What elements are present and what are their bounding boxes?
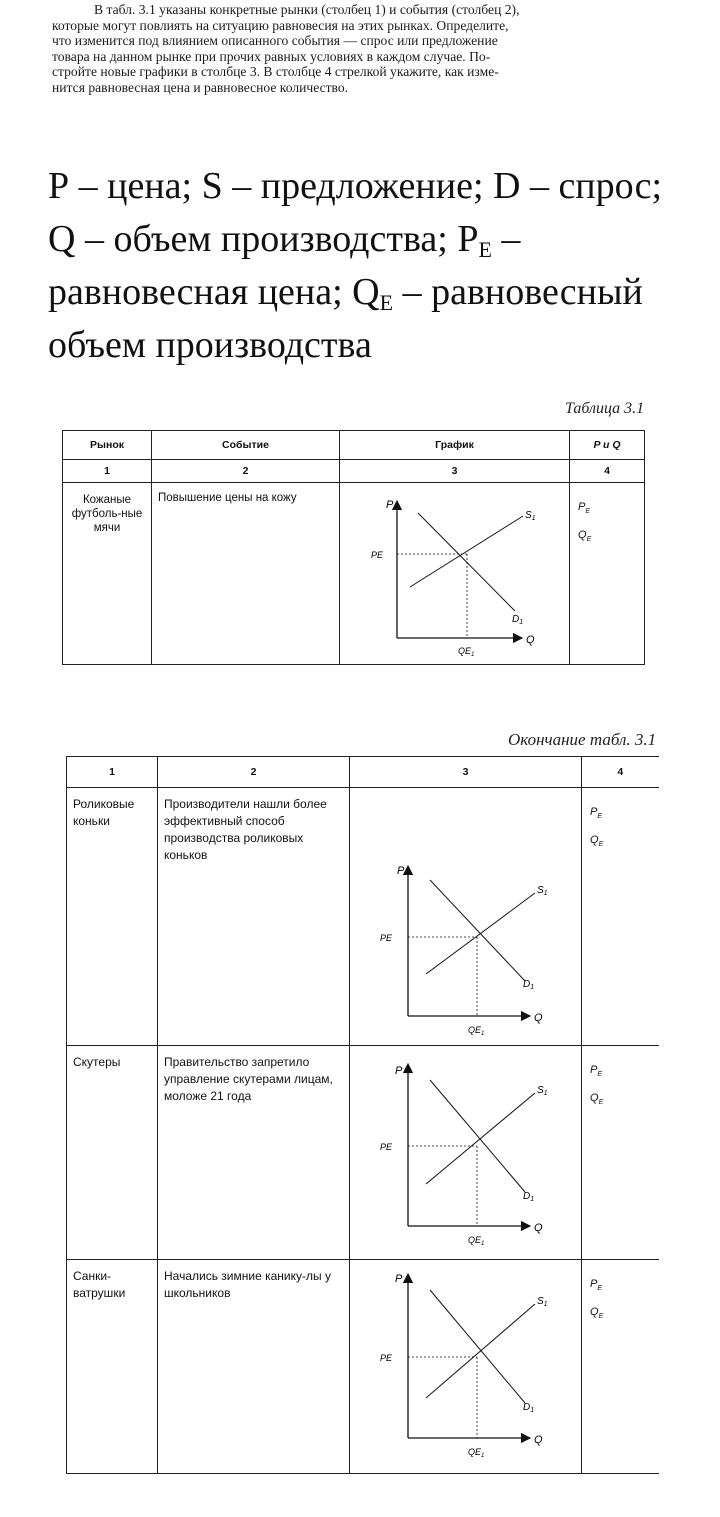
legend-text: – равновесный объем производства [48,271,643,366]
market-cell: Скутеры [73,1055,121,1069]
col-number: 3 [350,757,582,788]
demand-label: $D_1$ [523,979,535,991]
supply-demand-graph [350,1046,582,1254]
p-q-cell [582,788,659,862]
legend-subscript: E [379,290,394,315]
pe-value: $P_E$ [590,1278,603,1293]
column-number-row [67,757,659,788]
col-number: 2 [152,460,340,483]
supply-label: $S_1$ [537,1296,548,1308]
market-cell: Кожаные футболь-ные мячи [71,494,143,534]
legend-text: – равновесная цена; Q [48,218,521,313]
table-3-1-continued [66,756,659,1474]
qe-value: $Q_E$ [578,529,592,544]
pe-label: PE [380,933,393,943]
q-axis-label: Q [534,1434,543,1446]
event-cell: Правительство запретило управление скутерами лицам, моложе 21 года [164,1055,333,1103]
p-axis-label: P [386,499,394,511]
supply-curve [410,516,523,587]
q-axis-label: Q [534,1222,543,1234]
supply-curve [426,1304,535,1398]
table-row [63,483,645,665]
table1-caption: Таблица 3.1 [565,400,645,417]
legend-text: Р – цена; S – предложение; D – спрос; Q – объем производства; Р [48,165,663,260]
q-axis-label: Q [526,634,535,646]
supply-demand-graph [350,1260,582,1468]
legend-subscript: E [478,237,492,262]
column-number-row [63,460,645,483]
intro-line: В табл. 3.1 указаны конкретные рынки (столбец 1) и события (столбец 2), [94,2,520,17]
event-cell: Производители нашли более эффективный способ производства роликовых коньков [164,797,327,862]
demand-curve [418,513,515,611]
p-q-cell [582,1260,659,1334]
table-header-row [63,431,645,460]
pe-value: $P_E$ [590,1064,603,1079]
demand-label: $D_1$ [512,614,524,626]
qe-label: $QE_1$ [468,1025,485,1037]
header-p-q: P и Q [570,431,645,460]
col-number: 2 [158,757,350,788]
col-number: 4 [570,460,645,483]
supply-label: $S_1$ [525,510,536,522]
demand-curve [430,880,525,981]
supply-demand-graph [340,483,570,659]
q-axis-label: Q [534,1012,543,1024]
header-market: Рынок [63,431,152,460]
supply-label: $S_1$ [537,885,548,897]
pe-value: $P_E$ [590,806,603,821]
col-number: 4 [582,757,659,788]
intro-line: товара на данном рынке при прочих равных условиях в каждом случае. По- [52,48,491,64]
col-number: 1 [63,460,152,483]
header-event: Событие [152,431,340,460]
qe-label: $QE_1$ [458,646,475,658]
col-number: 3 [340,460,570,483]
pe-value: $P_E$ [578,501,591,516]
graph-cell [350,788,582,1046]
supply-curve [426,1093,535,1184]
graph-cell [350,1046,582,1260]
qe-label: $QE_1$ [468,1447,485,1459]
qe-value: $Q_E$ [590,1306,604,1321]
demand-label: $D_1$ [523,1402,535,1414]
p-axis-label: P [397,865,405,877]
event-cell: Начались зимние канику-лы у школьников [164,1269,331,1300]
intro-line: стройте новые графики в столбце 3. В столбце 4 стрелкой укажите, как изме- [52,64,499,80]
p-q-cell [570,483,644,557]
market-cell: Санки-ватрушки [73,1269,126,1300]
intro-paragraph [52,2,656,96]
intro-line: что изменится под влиянием описанного события — спрос или предложение [52,33,498,49]
header-graph: График [340,431,570,460]
demand-curve [430,1080,525,1192]
supply-label: $S_1$ [537,1085,548,1097]
event-cell: Повышение цены на кожу [158,492,297,504]
graph-cell [350,1260,582,1474]
supply-demand-graph [350,788,582,1040]
intro-line: которые могут повлиять на ситуацию равновесия на этих рынках. Определите, [52,17,509,33]
market-cell: Роликовые коньки [73,797,135,828]
demand-label: $D_1$ [523,1191,535,1203]
table-3-1 [62,430,645,665]
notation-legend [48,160,678,372]
col-number: 1 [67,757,158,788]
qe-value: $Q_E$ [590,834,604,849]
graph-cell [340,483,570,665]
p-q-cell [582,1046,659,1120]
pe-label: PE [380,1353,393,1363]
table-row [67,788,659,1046]
qe-value: $Q_E$ [590,1092,604,1107]
table-row [67,1260,659,1474]
pe-label: PE [371,550,384,560]
p-axis-label: P [395,1065,403,1077]
qe-label: $QE_1$ [468,1235,485,1247]
table-row [67,1046,659,1260]
table2-caption: Окончание табл. 3.1 [508,730,657,749]
pe-label: PE [380,1142,393,1152]
p-axis-label: P [395,1273,403,1285]
intro-line: нится равновесная цена и равновесное количество. [52,79,349,95]
demand-curve [430,1290,525,1403]
